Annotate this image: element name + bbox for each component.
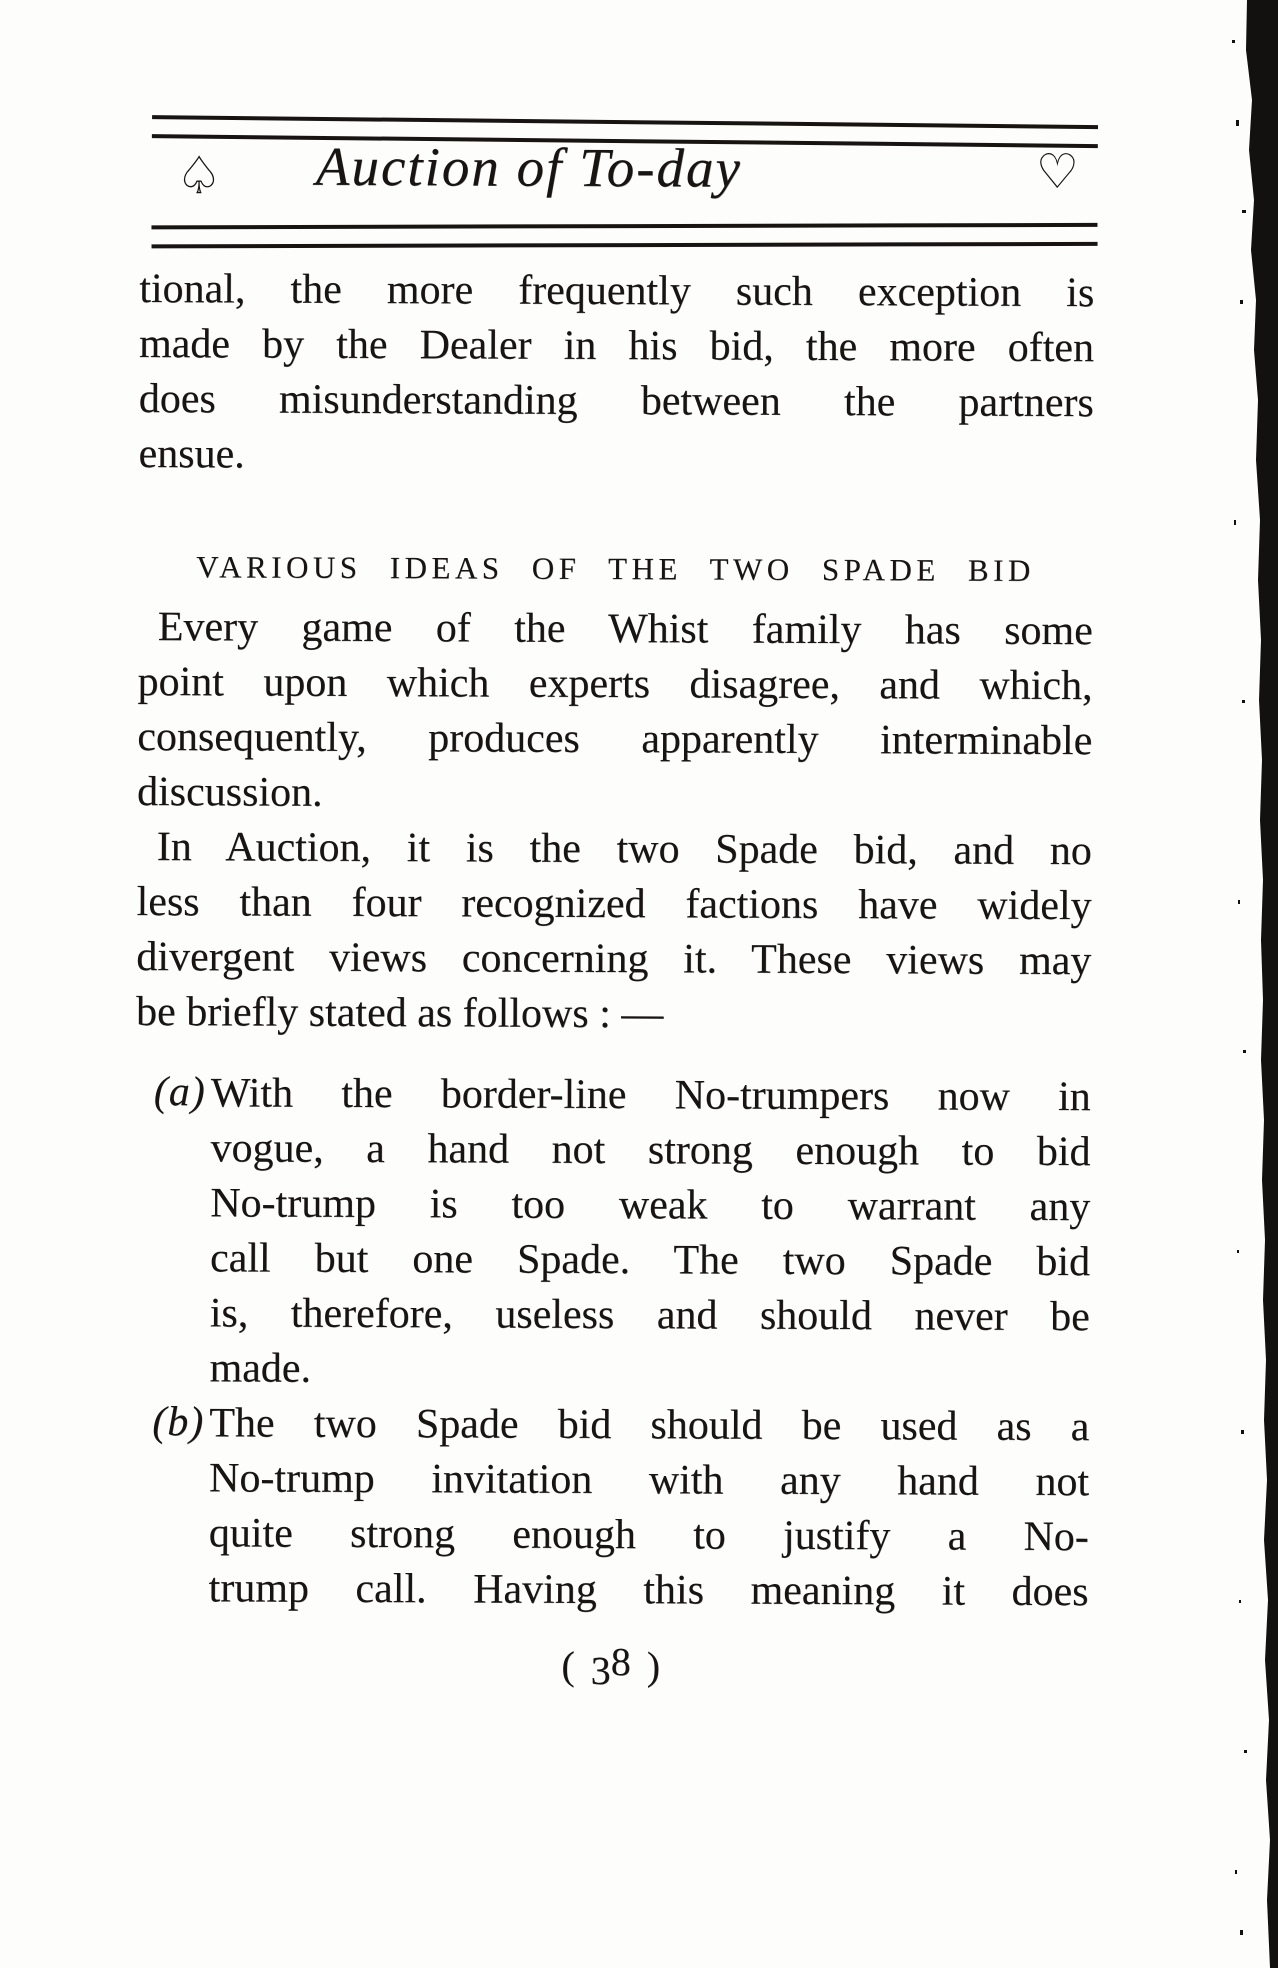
page-number-digit: 8 (610, 1639, 631, 1685)
text-line: No-trump invitation with any hand not (208, 1455, 1090, 1506)
text-line: made. (209, 1345, 312, 1392)
text-line: point upon which experts disagree, and which, (137, 658, 1093, 710)
text-column (132, 0, 1096, 1968)
text-line: be briefly stated as follows : — (136, 988, 664, 1038)
scan-edge-artifact (1230, 0, 1278, 1968)
list-item-a (134, 1066, 1090, 1400)
section-heading: VARIOUS IDEAS OF THE TWO SPADE BID (196, 549, 1035, 588)
text-line: consequently, produces apparently interminable (137, 713, 1093, 765)
text-line: does misunderstanding between the partners (138, 375, 1094, 427)
text-line: The two Spade bid should be used as a (209, 1400, 1090, 1451)
page-number-paren-close: ) (646, 1643, 661, 1689)
page-number-digit: 3 (590, 1647, 611, 1694)
text-line: divergent views concerning it. These views may (136, 933, 1092, 985)
page-number-paren-open: ( (561, 1642, 575, 1688)
text-line: Every game of the Whist family has some (157, 604, 1093, 655)
text-line: trump call. Having this meaning it does (208, 1565, 1089, 1616)
text-line: With the border-line No-trumpers now in (210, 1070, 1091, 1121)
heart-icon: ♡ (1035, 143, 1079, 201)
spade-icon: ♤ (175, 146, 223, 207)
text-line: less than four recognized factions have widely (136, 878, 1092, 930)
list-marker-a: (a) (153, 1069, 206, 1116)
text-line: quite strong enough to justify a No- (208, 1510, 1089, 1561)
text-line: call but one Spade. The two Spade bid (209, 1235, 1091, 1286)
page-title: Auction of To-day (315, 135, 743, 199)
text-line: No-trump is too weak to warrant any (210, 1180, 1091, 1231)
text-line: In Auction, it is the two Spade bid, and no (156, 824, 1092, 875)
list-marker-b: (b) (152, 1399, 205, 1446)
text-line: made by the Dealer in his bid, the more often (138, 320, 1095, 372)
text-line: vogue, a hand not strong enough to bid (210, 1125, 1091, 1176)
paragraph-1 (138, 262, 1094, 486)
text-line: is, therefore, useless and should never be (209, 1290, 1090, 1341)
paragraph-3 (136, 820, 1092, 1044)
paragraph-2 (137, 600, 1093, 824)
text-line: ensue. (138, 430, 245, 478)
text-line: discussion. (136, 768, 323, 816)
list-item-b (133, 1396, 1089, 1620)
page-number (133, 1639, 1088, 1694)
text-line: tional, the more frequently such exception is (139, 265, 1095, 317)
